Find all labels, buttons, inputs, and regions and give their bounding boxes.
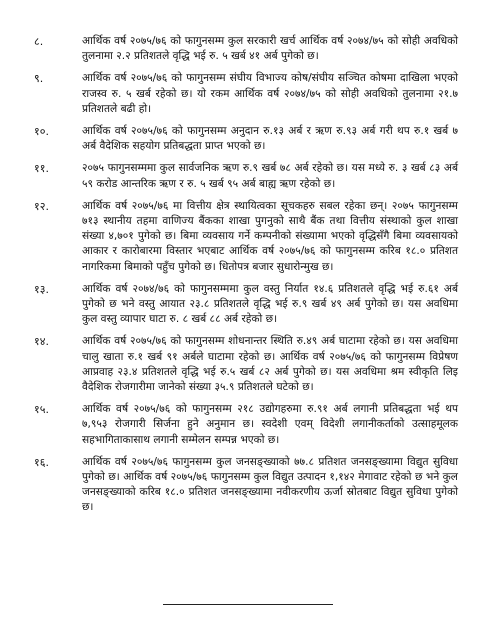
item-number: १४. xyxy=(34,335,49,349)
list-item xyxy=(30,282,458,328)
list-item xyxy=(30,161,458,191)
list-item xyxy=(30,402,458,448)
list-item xyxy=(30,455,458,516)
item-text: आर्थिक वर्ष २०७५/७६ मा वित्तीय क्षेत्र स्थायित्वका सूचकहरु सबल रहेका छन्। २०७५ फागुनसम्म ७१३ स्थानीय तहमा वाणिज्य बैंकका शाखा पुगनुको साथै बैंक तथा वित्तीय संस्थाको कुल शाखा संख्या ४,७०१ पुगेको छ। बिमा व्यवसाय गर्ने कम्पनीको संख्यामा भएको वृद्धिसँगै बिमा व्यवसायको आकार र कारोबारमा विस्तार भएबाट आर्थिक वर्ष २०७५/७६ को फागुनसम्म करिब १८.० प्रतिशत नागरिकमा बिमाको पहुँच पुगेको छ। धितोपत्र बजार सुधारोन्मुख छ। xyxy=(82,199,458,273)
item-text: आर्थिक वर्ष २०७५/७६ फागुनसम्म कुल जनसङ्ख्याको ७७.८ प्रतिशत जनसङ्ख्यामा विद्युत सुविधा पुगेको छ। आर्थिक वर्ष २०७५/७६ फागुनसम्म कुल विद्युत उत्पादन १,१४२ मेगावाट रहेको छ भने कुल जनसङ्ख्याको करिब १८.० प्रतिशत जनसङ्ख्यामा नवीकरणीय ऊर्जा स्रोतबाट विद्युत सुविधा पुगेको छ। xyxy=(82,455,458,514)
list-item xyxy=(30,124,458,154)
list-item xyxy=(30,34,458,64)
item-text: आर्थिक वर्ष २०७५/७६ को फागुनसम्म संघीय विभाज्य कोष/संघीय सञ्चित कोषमा दाखिला भएको राजस्व रु. ५ खर्ब रहेको छ। यो रकम आर्थिक वर्ष २०७४/७५ को सोही अवधिको तुलनामा २१.७ प्रतिशतले बढी हो। xyxy=(82,72,458,115)
item-text: आर्थिक वर्ष २०७४/७६ को फागुनसम्ममा कुल वस्तु निर्यात १४.६ प्रतिशतले वृद्धि भई रु.६१ अर्ब पुगेको छ भने वस्तु आयात २३.८ प्रतिशतले वृद्धि भई रु.९ खर्ब ४९ अर्ब पुगेको छ। यस अवधिमा कुल वस्तु व्यापार घाटा रु. ८ खर्ब ८८ अर्ब रहेको छ। xyxy=(82,282,458,326)
item-text: आर्थिक वर्ष २०७५/७६ को फागुनसम्म अनुदान रु.१३ अर्ब र ऋण रु.९३ अर्ब गरी थप रु.१ खर्ब ७ अर्ब वैदेशिक सहयोग प्रतिबद्धता प्राप्त भएको छ। xyxy=(82,125,458,153)
item-number: १६. xyxy=(34,455,49,469)
item-number: १३. xyxy=(34,282,49,296)
item-number: १५. xyxy=(34,403,49,417)
item-number: ८. xyxy=(34,35,44,48)
item-text: २०७५ फागुनसम्ममा कुल सार्वजनिक ऋण रु.९ खर्ब ७८ अर्ब रहेको छ। यस मध्ये रु. ३ खर्ब ८३ अर्ब ५९ करोड आन्तरिक ऋण र रु. ५ खर्ब ९५ अर्ब बाह्य ऋण रहेको छ। xyxy=(82,162,458,190)
item-number: ११. xyxy=(34,162,49,176)
item-text: आर्थिक वर्ष २०७५/७६ को फागुनसम्म कुल सरकारी खर्च आर्थिक वर्ष २०७४/७५ को सोही अवधिको तुलनामा २.२ प्रतिशतले वृद्धि भई रु. ५ खर्ब ४१ अर्ब पुगेको छ। xyxy=(82,35,458,63)
item-text: आर्थिक वर्ष २०७५/७६ को फागुनसम्म २१८ उद्योगहरुमा रु.९१ अर्ब लगानी प्रतिबद्धता भई थप ७,९५३ रोजगारी सिर्जना हुने अनुमान छ। स्वदेशी एवम् विदेशी लगानीकर्ताको उत्साहमूलक सहभागिताकासाथ लगानी सम्मेलन सम्पन्न भएको छ। xyxy=(82,403,458,446)
item-number: १२. xyxy=(34,199,49,213)
list-item xyxy=(30,71,458,117)
list-item xyxy=(30,199,458,275)
list-item xyxy=(30,334,458,395)
item-number: १०. xyxy=(34,125,49,139)
bottom-divider xyxy=(163,604,333,605)
item-number: ९. xyxy=(34,72,44,86)
item-text: आर्थिक वर्ष २०७५/७६ को फागुनसम्म शोधनान्तर स्थिति रु.४९ अर्ब घाटामा रहेको छ। यस अवधिमा चालु खाता रु.१ खर्ब ९१ अर्बले घाटामा रहेको छ। आर्थिक वर्ष २०७५/७६ को फागुनसम्म विप्रेषण आप्रवाह २३.४ प्रतिशतले वृद्धि भई रु.५ खर्ब ८२ अर्ब पुगेको छ। यस अवधिमा श्रम स्वीकृति लिइ वैदेशिक रोजगारीमा जानेको संख्या ३५.९ प्रतिशतले घटेको छ। xyxy=(82,335,458,394)
